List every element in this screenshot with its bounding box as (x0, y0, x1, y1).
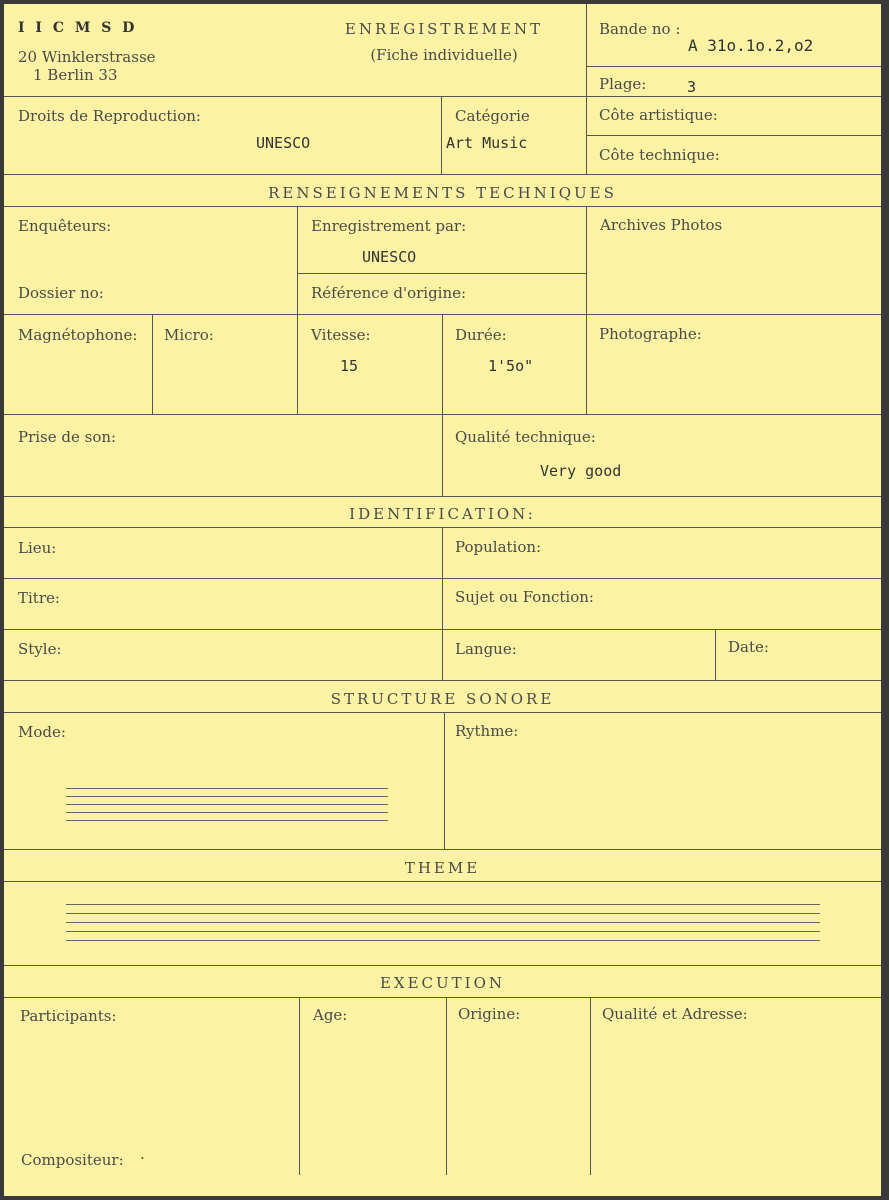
staff-line (66, 931, 820, 932)
rule (4, 881, 881, 882)
rule (4, 680, 881, 681)
staff-line (66, 940, 820, 941)
droits-label: Droits de Reproduction: (18, 107, 201, 125)
rule (586, 66, 881, 67)
qualite-technique-value: Very good (540, 462, 622, 480)
form-subtitle: (Fiche individuelle) (370, 46, 518, 64)
mode-label: Mode: (18, 723, 66, 741)
section-title-structure: STRUCTURE SONORE (330, 690, 555, 708)
rule (441, 96, 442, 174)
duree-label: Durée: (455, 326, 507, 344)
rule (4, 496, 881, 497)
staff-line (66, 913, 820, 914)
section-title-execution: EXECUTION (379, 974, 506, 992)
magnetophone-label: Magnétophone: (18, 326, 138, 344)
section-title-identification: IDENTIFICATION: (349, 505, 536, 523)
staff-line (66, 904, 820, 905)
rythme-label: Rythme: (455, 722, 519, 740)
rule (4, 849, 881, 850)
rule (4, 712, 881, 713)
rule (152, 314, 153, 414)
prise-de-son-label: Prise de son: (18, 428, 117, 446)
rule (715, 629, 716, 680)
section-title-theme: THEME (404, 859, 481, 877)
photographe-label: Photographe: (599, 325, 702, 343)
rule (444, 712, 445, 849)
staff-line (66, 812, 388, 813)
rule (4, 578, 881, 579)
rule (586, 206, 587, 414)
participants-label: Participants: (20, 1007, 117, 1025)
vitesse-label: Vitesse: (311, 326, 371, 344)
staff-line (66, 804, 388, 805)
address-line-1: 20 Winklerstrasse (18, 48, 156, 66)
droits-value: UNESCO (256, 134, 311, 152)
rule (442, 527, 443, 680)
age-label: Age: (313, 1006, 348, 1024)
rule (4, 965, 881, 966)
enregistrement-par-label: Enregistrement par: (311, 217, 467, 235)
vitesse-value: 15 (340, 357, 359, 375)
enregistrement-par-value: UNESCO (362, 248, 417, 266)
bande-label: Bande no : (599, 20, 681, 38)
population-label: Population: (455, 538, 542, 556)
bande-value: A 31o.1o.2,o2 (688, 36, 814, 55)
reference-label: Référence d'origine: (311, 284, 467, 302)
date-label: Date: (728, 638, 769, 656)
rule (297, 206, 298, 314)
rule (586, 4, 587, 174)
cote-technique-label: Côte technique: (599, 146, 720, 164)
staff-line (66, 922, 820, 923)
compositeur-label: Compositeur: (21, 1151, 124, 1169)
plage-label: Plage: (599, 75, 647, 93)
form-title: ENREGISTREMENT (344, 20, 544, 38)
rule (4, 997, 881, 998)
rule (586, 135, 881, 136)
staff-line (66, 820, 388, 821)
registration-card (4, 4, 881, 1196)
section-title-technique: RENSEIGNEMENTS TECHNIQUES (268, 184, 617, 202)
qualite-adresse-label: Qualité et Adresse: (602, 1005, 748, 1023)
origine-label: Origine: (458, 1005, 521, 1023)
dossier-label: Dossier no: (18, 284, 104, 302)
compositeur-value: · (140, 1149, 145, 1167)
sujet-label: Sujet ou Fonction: (455, 588, 594, 606)
plage-value: 3 (687, 78, 697, 96)
style-label: Style: (18, 640, 62, 658)
cote-artistique-label: Côte artistique: (599, 106, 718, 124)
staff-line (66, 788, 388, 789)
langue-label: Langue: (455, 640, 517, 658)
institute-logo: I I C M S D (18, 20, 138, 36)
categorie-label: Catégorie (455, 107, 530, 125)
rule (299, 997, 300, 1175)
enqueteurs-label: Enquêteurs: (18, 217, 112, 235)
categorie-value: Art Music (446, 134, 528, 152)
rule (446, 997, 447, 1175)
archives-photos-label: Archives Photos (600, 216, 723, 234)
staff-line (66, 796, 388, 797)
rule (590, 997, 591, 1175)
titre-label: Titre: (18, 589, 60, 607)
rule (297, 273, 586, 274)
rule (442, 314, 443, 496)
rule (4, 96, 881, 97)
rule (4, 629, 881, 630)
rule (297, 314, 298, 414)
address-line-2: 1 Berlin 33 (33, 66, 118, 84)
micro-label: Micro: (164, 326, 214, 344)
rule (4, 206, 881, 207)
rule (4, 174, 881, 175)
lieu-label: Lieu: (18, 539, 57, 557)
qualite-technique-label: Qualité technique: (455, 428, 596, 446)
duree-value: 1'5o" (488, 357, 534, 375)
rule (4, 414, 881, 415)
